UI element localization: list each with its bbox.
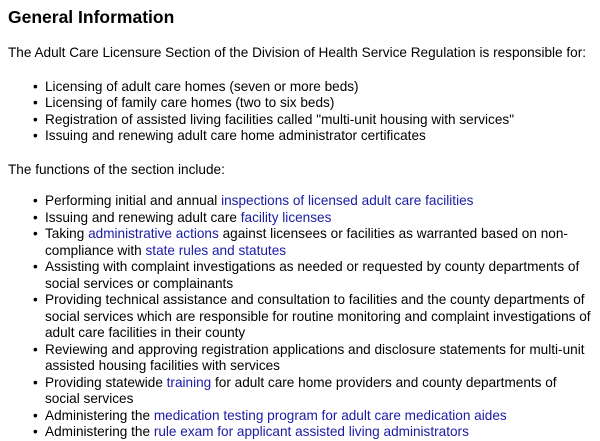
bullet-icon: • xyxy=(33,95,38,110)
functions-list xyxy=(8,193,592,441)
bullet-icon: • xyxy=(33,128,38,143)
bullet-icon: • xyxy=(33,407,38,423)
list-item xyxy=(33,408,592,425)
list-item-text: Assisting with complaint investigations as needed or requested by county departments of social services or complainants xyxy=(45,259,580,291)
bullet-icon: • xyxy=(33,193,38,208)
training-link[interactable]: training xyxy=(166,374,212,390)
list-item xyxy=(33,128,592,145)
list-item-text: Licensing of family care homes (two to six beds) xyxy=(45,95,335,110)
bullet-icon: • xyxy=(33,226,38,241)
list-item-text: Registration of assisted living facilities called "multi-unit housing with services" xyxy=(45,111,515,127)
bullet-icon: • xyxy=(33,259,38,274)
administrative-actions-link[interactable]: administrative actions xyxy=(88,226,219,241)
list-item xyxy=(33,112,592,129)
list-item-text: Licensing of adult care homes (seven or more beds) xyxy=(45,78,359,94)
list-item-text: Issuing and renewing adult care home administrator certificates xyxy=(45,128,426,143)
list-item xyxy=(33,424,592,441)
facility-licenses-link[interactable]: facility licenses xyxy=(240,209,332,225)
list-item-text: Providing technical assistance and consultation to facilities and the county departments of social services which are responsible for routine monitoring and complaint investigations of adult care facilities in their county xyxy=(45,292,591,340)
inspections-link[interactable]: inspections of licensed adult care facilities xyxy=(221,193,474,208)
list-item-text: Administering the xyxy=(45,407,154,423)
list-item-text: against licensees or facilities as warranted based on non-compliance with xyxy=(45,226,568,258)
list-item-text: Issuing and renewing adult care xyxy=(45,209,241,225)
list-item xyxy=(33,95,592,112)
list-item-text: Providing statewide xyxy=(45,374,167,390)
state-rules-link[interactable]: state rules and statutes xyxy=(145,242,287,258)
list-item-text: Taking xyxy=(45,226,89,241)
functions-intro: The functions of the section include: xyxy=(8,161,225,177)
bullet-icon: • xyxy=(33,111,38,127)
list-item xyxy=(33,292,592,342)
list-item xyxy=(33,79,592,96)
list-item-text: Performing initial and annual xyxy=(45,193,222,208)
bullet-icon: • xyxy=(33,374,38,390)
bullet-icon: • xyxy=(33,424,38,439)
list-item xyxy=(33,210,592,227)
list-item xyxy=(33,375,592,408)
list-item-text: for adult care home providers and county departments of social services xyxy=(45,374,557,406)
list-item-text: Administering the xyxy=(45,424,154,439)
list-item xyxy=(33,342,592,375)
list-item xyxy=(33,259,592,292)
list-item xyxy=(33,226,592,259)
list-item-text: Reviewing and approving registration applications and disclosure statements for multi-unit assisted housing facilities with services xyxy=(45,341,585,373)
bullet-icon: • xyxy=(33,209,38,225)
bullet-icon: • xyxy=(33,341,38,357)
bullet-icon: • xyxy=(33,78,38,94)
bullet-icon: • xyxy=(33,292,38,307)
list-item xyxy=(33,193,592,210)
intro-paragraph: The Adult Care Licensure Section of the Division of Health Service Regulation is responsible for: xyxy=(8,45,587,60)
page-title: General Information xyxy=(8,7,175,27)
medication-testing-link[interactable]: medication testing program for adult care medication aides xyxy=(153,407,507,423)
responsibilities-list xyxy=(8,79,592,145)
rule-exam-link[interactable]: rule exam for applicant assisted living administrators xyxy=(153,424,469,439)
